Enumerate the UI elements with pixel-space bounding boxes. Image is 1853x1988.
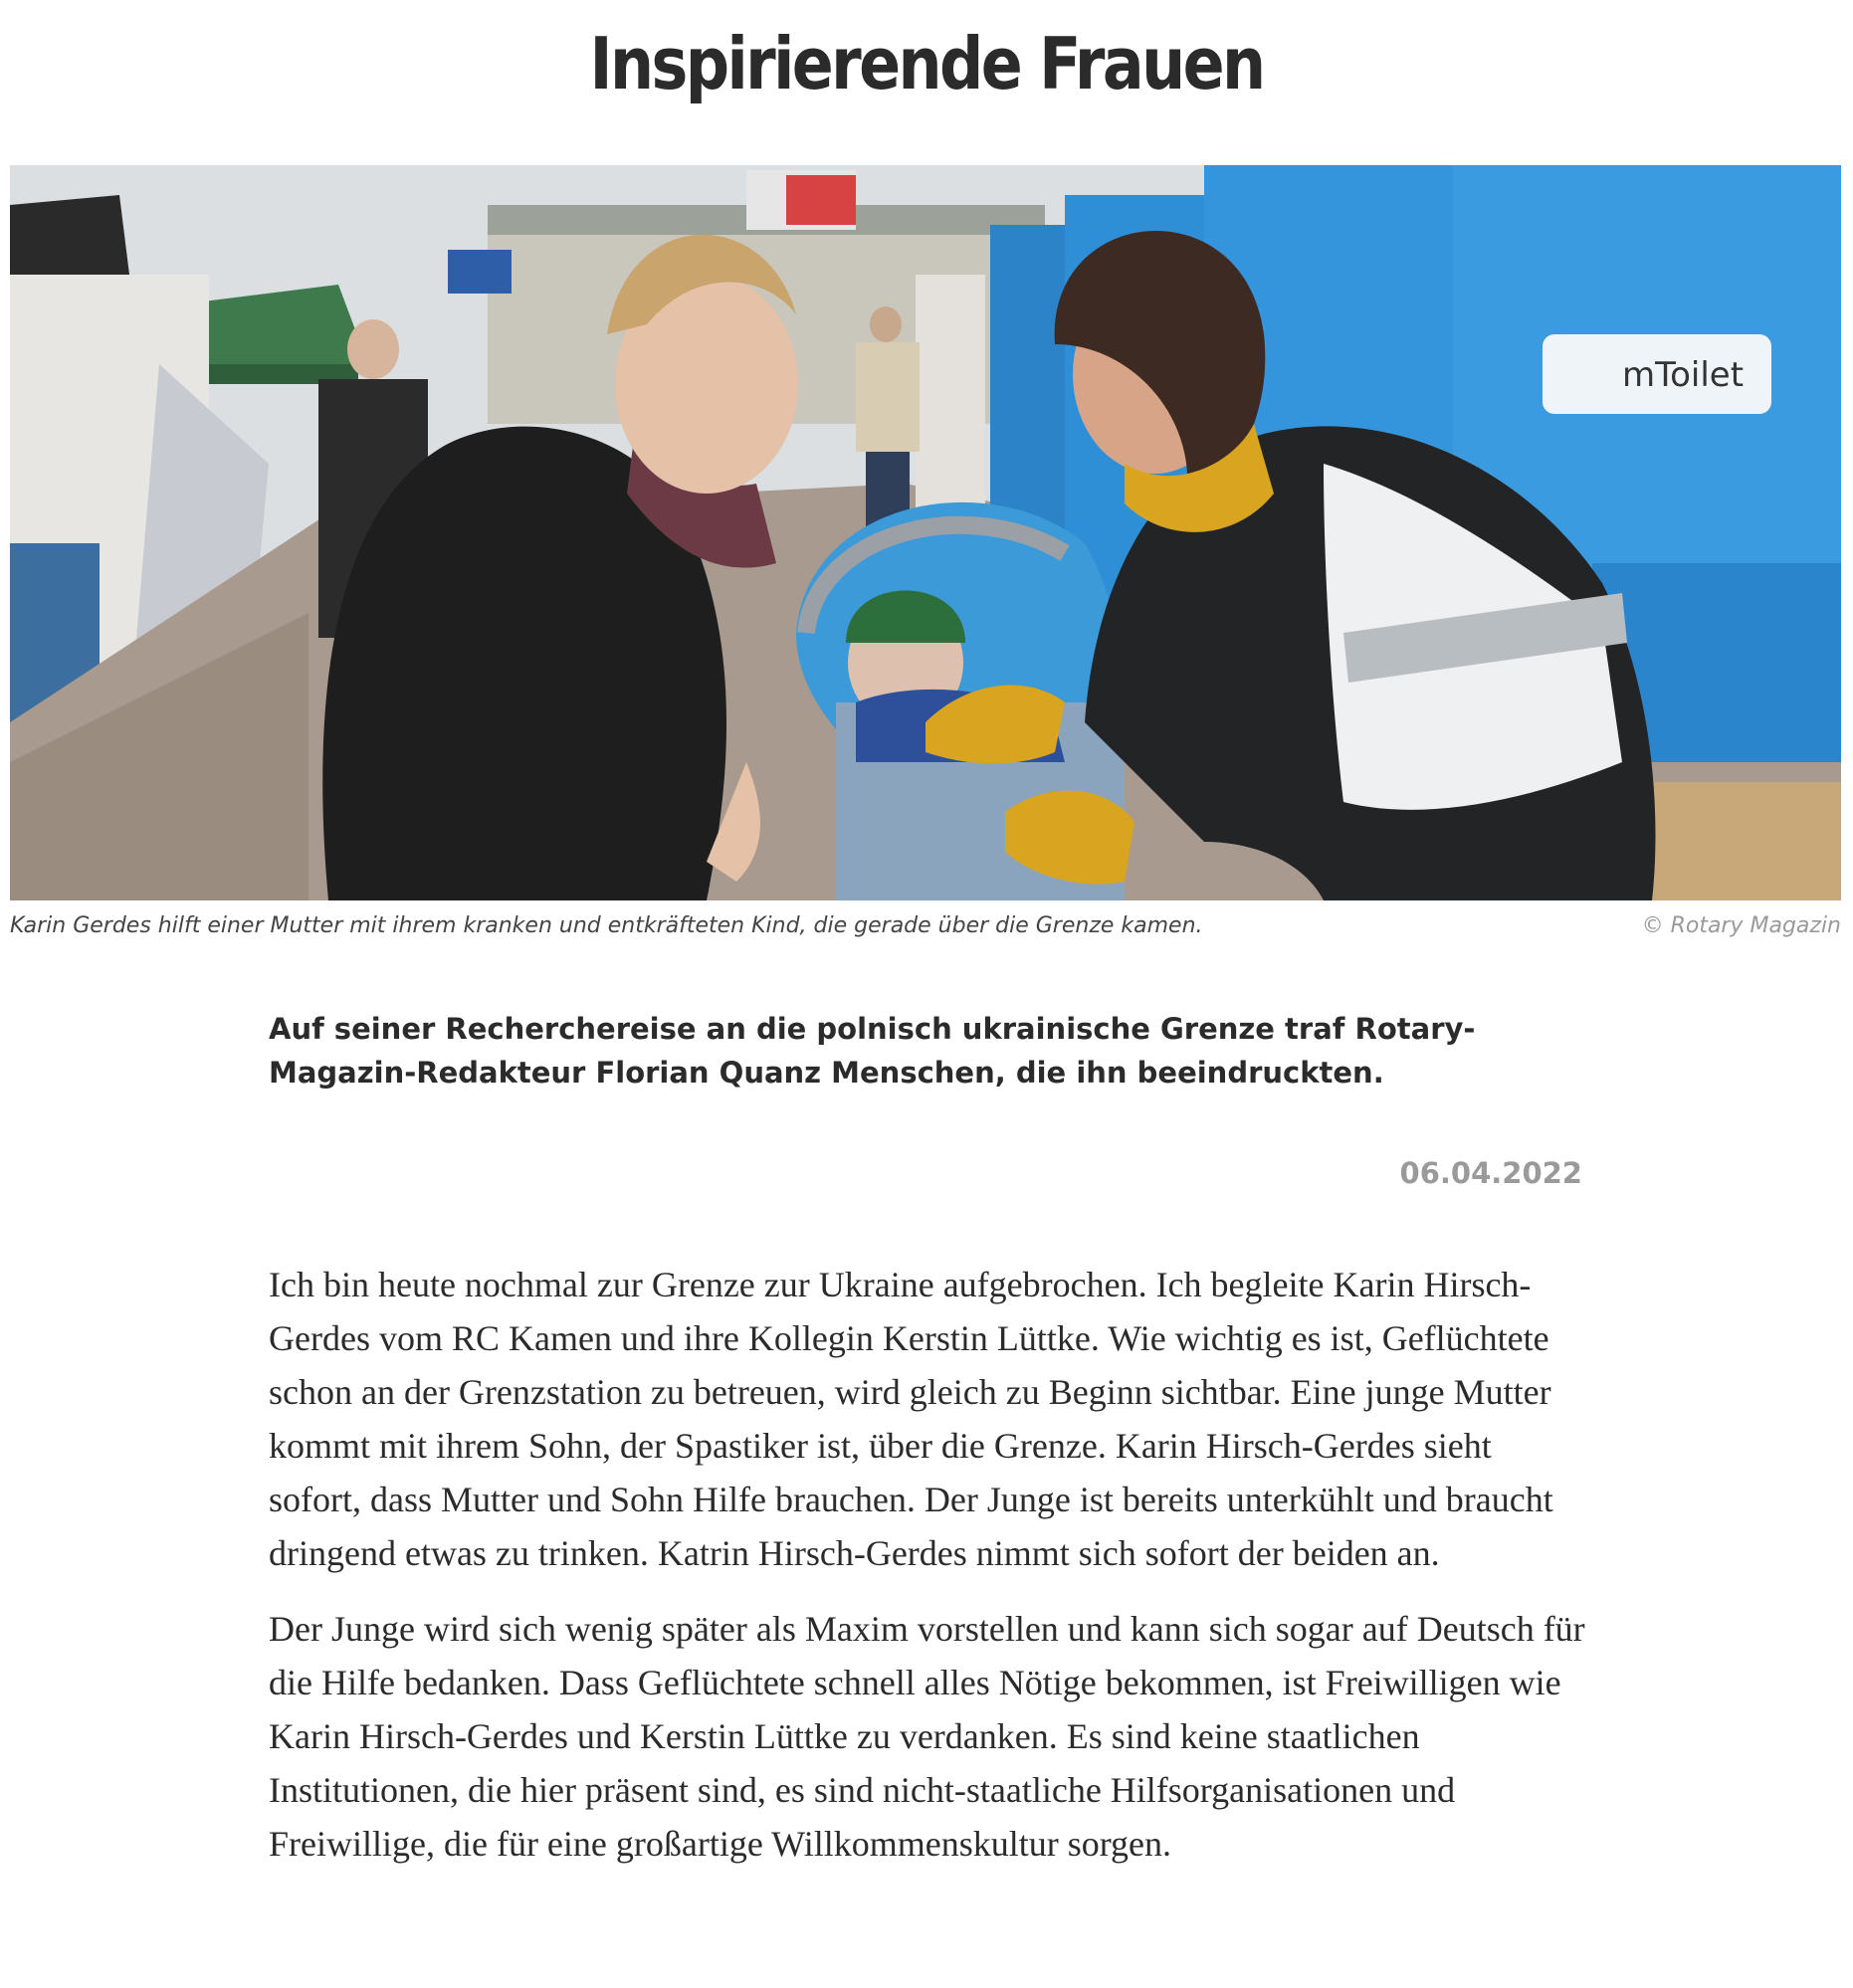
page-title: Inspirierende Frauen	[589, 22, 1264, 105]
image-credit: © Rotary Magazin	[1641, 913, 1841, 938]
image-caption: Karin Gerdes hilft einer Mutter mit ihrem kranken und entkräfteten Kind, die gerade über die Grenze kamen.	[10, 913, 1203, 938]
image-caption-row	[10, 913, 1841, 949]
article-date: 06.04.2022	[1399, 1156, 1582, 1190]
toilet-brand-label: mToilet	[1622, 355, 1745, 395]
hero-photo	[10, 165, 1841, 900]
article-body	[269, 1258, 1592, 1892]
body-paragraph: Der Junge wird sich wenig später als Maxim vorstellen und kann sich sogar auf Deutsch für die Hilfe bedanken. Dass Geflüchtete schnell alles Nötige bekommen, ist Freiwilligen wie Karin Hirsch-Gerdes und Kerstin Lüttke zu verdanken. Es sind keine staatlichen Institutionen, die hier präsent sind, es sind nicht-staatliche Hilfsorganisationen und Freiwillige, die für eine großartige Willkommenskultur sorgen.	[269, 1609, 1585, 1864]
article-lead: Auf seiner Recherchereise an die polnisch ukrainische Grenze traf Rotary-Magazin-Redakteur Florian Quanz Menschen, die ihn beeindruckten.	[269, 1012, 1476, 1090]
body-paragraph: Ich bin heute nochmal zur Grenze zur Ukraine aufgebrochen. Ich begleite Karin Hirsch-Gerdes vom RC Kamen und ihre Kollegin Kerstin Lüttke. Wie wichtig es ist, Geflüchtete schon an der Grenzstation zu betreuen, wird gleich zu Beginn sichtbar. Eine junge Mutter kommt mit ihrem Sohn, der Spastiker ist, über die Grenze. Karin Hirsch-Gerdes sieht sofort, dass Mutter und Sohn Hilfe brauchen. Der Junge ist bereits unterkühlt und braucht dringend etwas zu trinken. Katrin Hirsch-Gerdes nimmt sich sofort der beiden an.	[269, 1265, 1553, 1573]
